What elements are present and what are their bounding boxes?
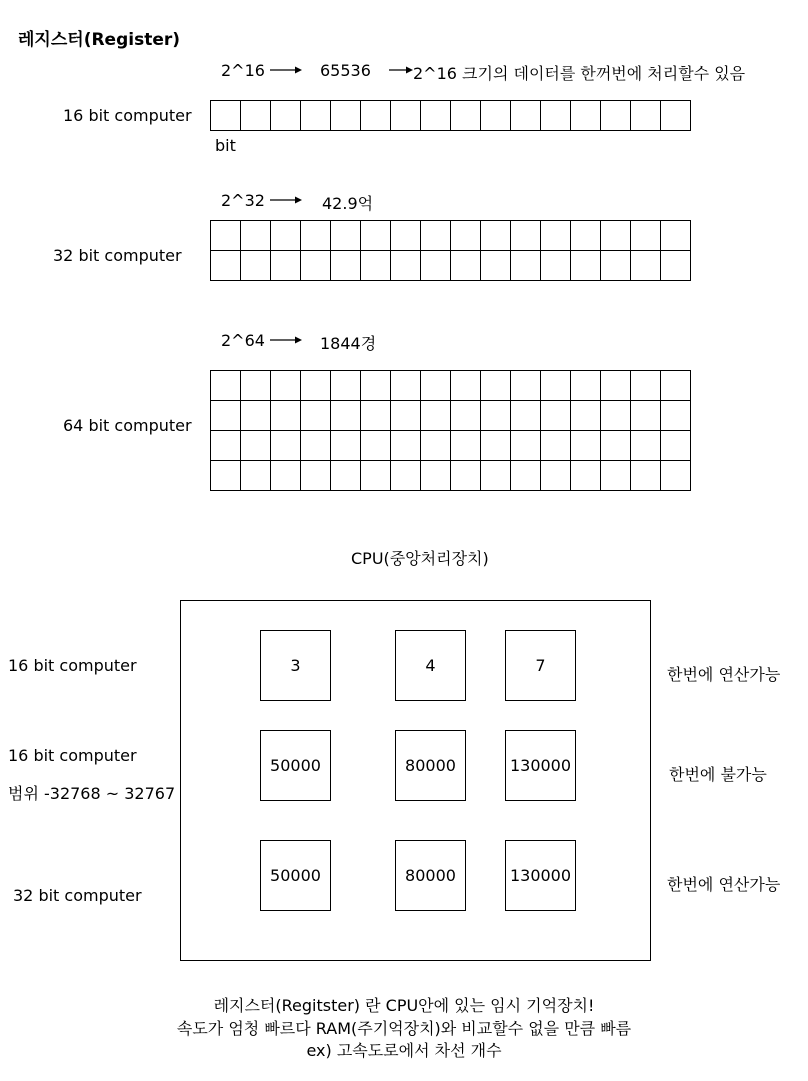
grid-cell (511, 461, 541, 491)
grid-cell (391, 101, 421, 131)
power-64-text: 2^64 (221, 331, 265, 350)
grid-cell (241, 431, 271, 461)
grid-cell (481, 221, 511, 251)
arrow-icon (270, 195, 302, 205)
power-32-text: 2^32 (221, 191, 265, 210)
grid-cell (571, 431, 601, 461)
grid-cell (571, 461, 601, 491)
cpu-right-label-3: 한번에 연산가능 (667, 875, 781, 894)
footer-line-3: ex) 고속도로에서 차선 개수 (306, 1041, 502, 1060)
grid-cell (451, 251, 481, 281)
grid-cell (631, 461, 661, 491)
grid-row (211, 431, 691, 461)
label-32-bit: 32 bit computer (53, 246, 182, 265)
value-16-text: 65536 (320, 61, 371, 80)
grid-cell (331, 251, 361, 281)
grid-cell (631, 401, 661, 431)
grid-cell (631, 221, 661, 251)
grid-cell (361, 251, 391, 281)
grid-cell (571, 221, 601, 251)
grid-cell (331, 461, 361, 491)
grid-cell (361, 221, 391, 251)
grid-cell (451, 101, 481, 131)
label-64-bit: 64 bit computer (63, 416, 192, 435)
grid-cell (481, 371, 511, 401)
grid-cell (511, 401, 541, 431)
grid-cell (241, 371, 271, 401)
grid-cell (271, 101, 301, 131)
grid-row (211, 401, 691, 431)
bit-label: bit (215, 136, 236, 155)
value-32-text: 42.9억 (322, 194, 374, 213)
grid-cell (601, 401, 631, 431)
cpu-left-label-2: 16 bit computer (8, 746, 137, 765)
cpu-cell: 7 (505, 630, 576, 701)
grid-cell (241, 221, 271, 251)
grid-cell (421, 371, 451, 401)
grid-cell (601, 461, 631, 491)
grid-cell (331, 221, 361, 251)
grid-cell (661, 371, 691, 401)
grid-cell (301, 461, 331, 491)
grid-cell (601, 101, 631, 131)
register-grid-16 (210, 100, 691, 131)
grid-cell (241, 101, 271, 131)
grid-cell (511, 431, 541, 461)
grid-cell (541, 221, 571, 251)
grid-cell (331, 101, 361, 131)
footer-line-1: 레지스터(Regitster) 란 CPU안에 있는 임시 기억장치! (213, 996, 595, 1015)
grid-cell (451, 461, 481, 491)
grid-cell (541, 401, 571, 431)
arrow-icon (270, 65, 302, 75)
cpu-right-label-2: 한번에 불가능 (669, 765, 767, 784)
note-16-text: 2^16 크기의 데이터를 한꺼번에 처리할수 있음 (413, 64, 746, 83)
grid-cell (331, 371, 361, 401)
grid-cell (391, 431, 421, 461)
grid-cell (271, 401, 301, 431)
grid-cell (271, 461, 301, 491)
grid-cell (211, 401, 241, 431)
grid-cell (421, 101, 451, 131)
cpu-left-label-3: 32 bit computer (13, 886, 142, 905)
value-64-text: 1844경 (320, 334, 377, 353)
grid-cell (661, 101, 691, 131)
cpu-cell: 50000 (260, 730, 331, 801)
arrow-icon (270, 335, 302, 345)
grid-cell (331, 431, 361, 461)
grid-cell (271, 251, 301, 281)
cpu-title: CPU(중앙처리장치) (351, 549, 489, 568)
grid-cell (271, 371, 301, 401)
grid-cell (421, 401, 451, 431)
label-16-bit: 16 bit computer (63, 106, 192, 125)
grid-cell (241, 251, 271, 281)
register-grid-64 (210, 370, 691, 491)
grid-cell (451, 221, 481, 251)
grid-cell (361, 371, 391, 401)
cpu-range-label: 범위 -32768 ~ 32767 (8, 784, 176, 803)
grid-cell (421, 221, 451, 251)
grid-cell (271, 431, 301, 461)
grid-cell (631, 251, 661, 281)
grid-cell (391, 251, 421, 281)
grid-cell (451, 371, 481, 401)
grid-row (211, 371, 691, 401)
grid-cell (361, 101, 391, 131)
cpu-cell: 50000 (260, 840, 331, 911)
grid-cell (541, 431, 571, 461)
cpu-cell: 4 (395, 630, 466, 701)
grid-cell (391, 371, 421, 401)
grid-cell (571, 251, 601, 281)
grid-cell (511, 371, 541, 401)
grid-cell (301, 251, 331, 281)
page-title: 레지스터(Register) (18, 30, 181, 50)
grid-cell (241, 461, 271, 491)
grid-cell (481, 431, 511, 461)
grid-cell (481, 101, 511, 131)
grid-cell (211, 251, 241, 281)
grid-cell (361, 401, 391, 431)
grid-cell (661, 221, 691, 251)
grid-cell (211, 431, 241, 461)
grid-cell (601, 431, 631, 461)
grid-cell (451, 401, 481, 431)
grid-cell (631, 371, 661, 401)
grid-cell (661, 251, 691, 281)
grid-cell (541, 101, 571, 131)
grid-cell (421, 251, 451, 281)
grid-cell (451, 431, 481, 461)
grid-cell (301, 371, 331, 401)
grid-cell (631, 431, 661, 461)
grid-row (211, 251, 691, 281)
grid-cell (511, 221, 541, 251)
grid-cell (511, 101, 541, 131)
cpu-cell: 80000 (395, 730, 466, 801)
grid-cell (391, 401, 421, 431)
grid-cell (241, 401, 271, 431)
grid-cell (541, 251, 571, 281)
cpu-cell: 130000 (505, 730, 576, 801)
cpu-cell: 80000 (395, 840, 466, 911)
grid-row (211, 101, 691, 131)
grid-cell (361, 461, 391, 491)
grid-cell (631, 101, 661, 131)
grid-cell (571, 371, 601, 401)
grid-cell (661, 401, 691, 431)
register-grid-32 (210, 220, 691, 281)
grid-cell (571, 101, 601, 131)
grid-cell (211, 101, 241, 131)
grid-row (211, 221, 691, 251)
arrow-icon (389, 65, 413, 75)
grid-cell (601, 371, 631, 401)
grid-cell (511, 251, 541, 281)
grid-row (211, 461, 691, 491)
grid-cell (391, 461, 421, 491)
grid-cell (661, 461, 691, 491)
grid-cell (331, 401, 361, 431)
grid-cell (481, 461, 511, 491)
cpu-cell: 130000 (505, 840, 576, 911)
grid-cell (211, 461, 241, 491)
grid-cell (271, 221, 301, 251)
grid-cell (301, 221, 331, 251)
cpu-right-label-1: 한번에 연산가능 (667, 665, 781, 684)
grid-cell (481, 401, 511, 431)
cpu-cell: 3 (260, 630, 331, 701)
cpu-left-label-1: 16 bit computer (8, 656, 137, 675)
footer-line-2: 속도가 엄청 빠르다 RAM(주기억장치)와 비교할수 없을 만큼 빠름 (176, 1019, 632, 1038)
grid-cell (301, 101, 331, 131)
grid-cell (361, 431, 391, 461)
grid-cell (421, 461, 451, 491)
grid-cell (301, 431, 331, 461)
power-16-text: 2^16 (221, 61, 265, 80)
grid-cell (661, 431, 691, 461)
grid-cell (541, 461, 571, 491)
grid-cell (421, 431, 451, 461)
grid-cell (601, 221, 631, 251)
grid-cell (211, 371, 241, 401)
grid-cell (571, 401, 601, 431)
grid-cell (541, 371, 571, 401)
grid-cell (481, 251, 511, 281)
grid-cell (601, 251, 631, 281)
grid-cell (301, 401, 331, 431)
grid-cell (211, 221, 241, 251)
grid-cell (391, 221, 421, 251)
